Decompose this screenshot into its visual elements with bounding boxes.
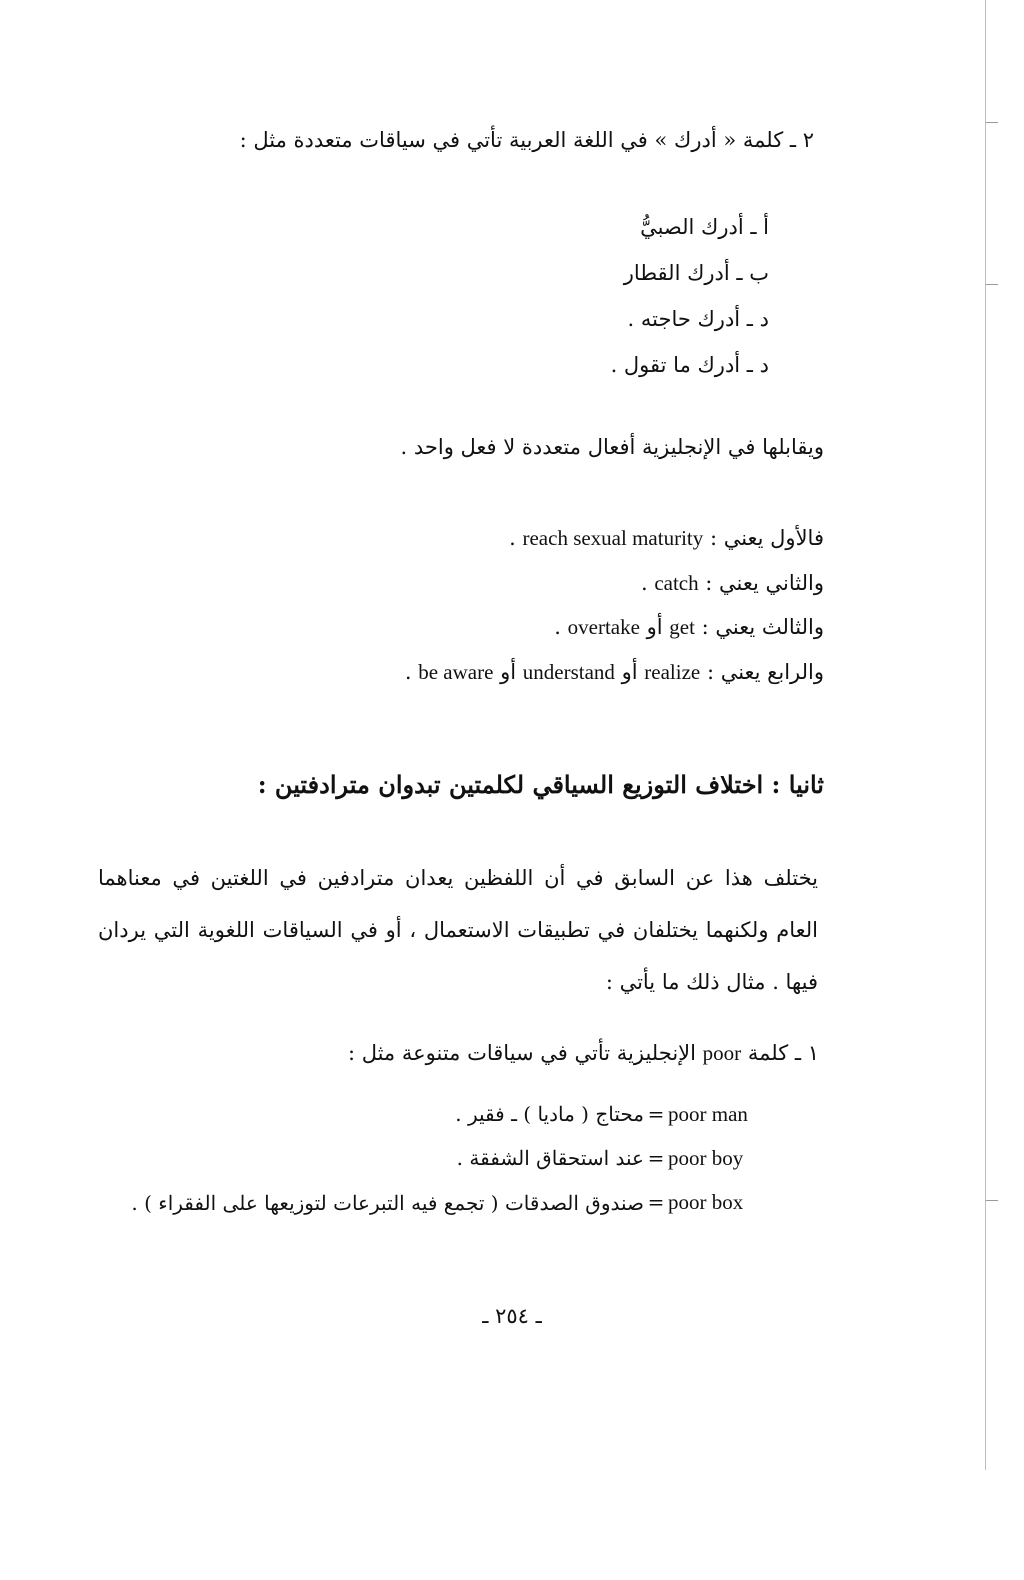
definition-term: poor box	[668, 1190, 744, 1214]
example-b: ب ـ أدرك القطار	[623, 261, 769, 285]
meaning-label: والرابع يعني :	[706, 660, 824, 684]
example-c: د ـ أدرك حاجته .	[627, 307, 769, 331]
meaning-end: .	[509, 526, 516, 550]
meaning-row-4	[405, 657, 824, 687]
example-a: أ ـ أدرك الصبيُّ	[640, 215, 769, 239]
section2-intro: ٢ ـ كلمة « أدرك » في اللغة العربية تأتي في سياقات متعددة مثل :	[239, 128, 814, 152]
page-number: ـ ٢٥٤ ـ	[482, 1304, 542, 1328]
page-edge-line	[985, 0, 986, 1470]
meaning-or: أو	[646, 615, 663, 639]
definition-equals: =	[647, 1190, 665, 1214]
meaning-row-3	[554, 612, 824, 642]
page-edge-tick	[986, 1200, 998, 1201]
meaning-label: والثالث يعني :	[701, 615, 824, 639]
definition-meaning: محتاج ( ماديا ) ـ فقير .	[455, 1102, 644, 1126]
definition-term: poor boy	[668, 1146, 744, 1170]
meaning-row-2	[641, 568, 824, 598]
meaning-english: reach sexual maturity	[522, 526, 704, 550]
page-edge-tick	[986, 122, 998, 123]
definition-row	[96, 1092, 760, 1136]
item1-after: الإنجليزية تأتي في سياقات متنوعة مثل :	[347, 1041, 696, 1065]
meaning-or: أو	[500, 660, 517, 684]
meaning-end: .	[404, 660, 412, 684]
meaning-end: .	[640, 571, 648, 595]
definition-term: poor man	[668, 1102, 748, 1126]
meaning-or: أو	[621, 660, 638, 684]
item1-word: poor	[702, 1041, 742, 1065]
section-paragraph: يختلف هذا عن السابق في أن اللفظين يعدان مترادفين في اللغتين في معناهما العام ولكنهما يختلفان في تطبيقات الاستعمال ، أو في السياقات اللغوية التي يردان فيها . مثال ذلك ما يأتي :	[98, 866, 818, 994]
definition-row	[96, 1136, 760, 1180]
meaning-english: catch	[654, 571, 699, 595]
meaning-end: .	[554, 615, 561, 639]
item1-line	[348, 1038, 819, 1068]
definition-equals: =	[647, 1146, 665, 1170]
definition-meaning: صندوق الصدقات ( تجمع فيه التبرعات لتوزيعها على الفقراء ) .	[131, 1191, 644, 1215]
contrast-sentence: ويقابلها في الإنجليزية أفعال متعددة لا فعل واحد .	[400, 435, 824, 459]
definition-list	[96, 1092, 760, 1226]
meaning-row-1	[509, 523, 824, 553]
meaning-english: realize	[644, 660, 701, 684]
meaning-english: overtake	[567, 615, 640, 639]
definition-equals: =	[647, 1102, 665, 1126]
meaning-english: be aware	[418, 660, 494, 684]
definition-meaning: عند استحقاق الشفقة .	[456, 1146, 644, 1170]
meaning-label: فالأول يعني :	[709, 526, 824, 550]
definition-row	[96, 1180, 760, 1226]
item1-before: ١ ـ كلمة	[747, 1041, 819, 1065]
meaning-english: understand	[522, 660, 615, 684]
meaning-english: get	[669, 615, 695, 639]
page-edge-tick	[986, 284, 998, 285]
meaning-label: والثاني يعني :	[705, 571, 824, 595]
example-d: د ـ أدرك ما تقول .	[610, 353, 769, 377]
section-heading: ثانيا : اختلاف التوزيع السياقي لكلمتين تبدوان مترادفتين :	[257, 770, 824, 799]
